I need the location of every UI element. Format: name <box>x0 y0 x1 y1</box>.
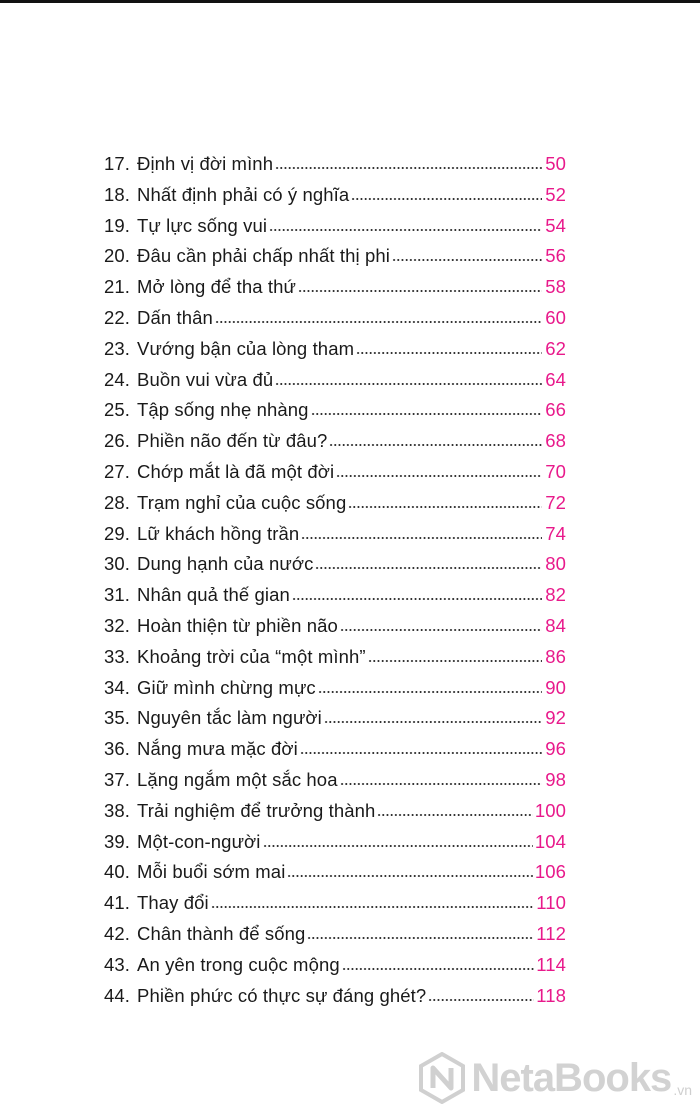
table-of-contents <box>104 153 566 1015</box>
dot-leader <box>318 690 542 694</box>
toc-entry-title: Phiền não đến từ đâu? <box>137 430 328 452</box>
toc-entry <box>104 738 566 769</box>
toc-entry <box>104 430 566 461</box>
toc-entry-page-number: 66 <box>545 399 566 421</box>
toc-entry-title: Tập sống nhẹ nhàng <box>137 399 309 421</box>
dot-leader <box>351 197 542 201</box>
toc-entry <box>104 861 566 892</box>
toc-entry <box>104 184 566 215</box>
toc-entry <box>104 553 566 584</box>
toc-entry-title: Nguyên tắc làm người <box>137 707 322 729</box>
dot-leader <box>340 782 542 786</box>
dot-leader <box>275 166 542 170</box>
dot-leader <box>298 289 542 293</box>
netabooks-logo-icon <box>419 1052 465 1104</box>
toc-entry-title: Nhân quả thế gian <box>137 584 290 606</box>
toc-entry-page-number: 74 <box>545 522 566 544</box>
toc-entry <box>104 615 566 646</box>
toc-entry-page-number: 68 <box>545 430 566 452</box>
toc-entry-number: 42. <box>104 922 131 944</box>
toc-entry-number: 39. <box>104 830 131 852</box>
toc-entry-number: 17. <box>104 153 131 174</box>
toc-entry <box>104 769 566 800</box>
toc-entry-number: 21. <box>104 276 131 298</box>
toc-entry-title: Chân thành để sống <box>137 922 306 944</box>
toc-entry-page-number: 98 <box>545 768 566 790</box>
toc-entry-title: Nắng mưa mặc đời <box>137 738 298 760</box>
toc-entry-title: Mỗi buổi sớm mai <box>137 861 286 883</box>
toc-entry-page-number: 82 <box>545 584 566 606</box>
toc-entry-number: 31. <box>104 584 131 606</box>
toc-entry-title: Giữ mình chừng mực <box>137 676 316 698</box>
dot-leader <box>275 382 542 386</box>
toc-entry-number: 19. <box>104 214 131 236</box>
dot-leader <box>356 351 542 355</box>
dot-leader <box>300 751 542 755</box>
toc-entry-title: Dấn thân <box>137 306 213 328</box>
toc-entry-number: 43. <box>104 953 131 975</box>
dot-leader <box>348 505 542 509</box>
toc-entry-page-number: 56 <box>545 245 566 267</box>
toc-entry-page-number: 64 <box>545 368 566 390</box>
toc-entry-title: Đâu cần phải chấp nhất thị phi <box>137 245 390 267</box>
dot-leader <box>392 258 542 262</box>
toc-entry-page-number: 114 <box>536 953 566 975</box>
toc-entry <box>104 954 566 985</box>
toc-entry-title: Lặng ngắm một sắc hoa <box>137 768 338 790</box>
toc-entry-number: 20. <box>104 245 131 267</box>
dot-leader <box>315 566 542 570</box>
toc-entry-number: 33. <box>104 645 131 667</box>
toc-entry-page-number: 54 <box>545 214 566 236</box>
toc-entry-number: 25. <box>104 399 131 421</box>
toc-entry <box>104 892 566 923</box>
netabooks-watermark <box>419 1052 692 1104</box>
toc-entry <box>104 338 566 369</box>
toc-entry-title: An yên trong cuộc mộng <box>137 953 340 975</box>
dot-leader <box>307 936 534 940</box>
dot-leader <box>301 536 542 540</box>
toc-entry-page-number: 50 <box>545 153 566 174</box>
toc-entry-number: 29. <box>104 522 131 544</box>
dot-leader <box>287 874 532 878</box>
toc-entry-number: 38. <box>104 799 131 821</box>
toc-entry-page-number: 60 <box>545 306 566 328</box>
toc-entry-title: Hoàn thiện từ phiền não <box>137 614 338 636</box>
toc-entry <box>104 646 566 677</box>
toc-entry <box>104 461 566 492</box>
toc-entry <box>104 985 566 1016</box>
toc-entry-title: Trạm nghỉ của cuộc sống <box>137 491 347 513</box>
dot-leader <box>324 720 542 724</box>
toc-entry-number: 27. <box>104 460 131 482</box>
toc-entry <box>104 153 566 184</box>
toc-entry-page-number: 62 <box>545 337 566 359</box>
toc-entry <box>104 276 566 307</box>
toc-entry-title: Thay đổi <box>137 892 209 914</box>
dot-leader <box>428 998 534 1002</box>
dot-leader <box>269 228 542 232</box>
toc-entry-page-number: 96 <box>545 738 566 760</box>
toc-entry-title: Khoảng trời của “một mình” <box>137 645 366 667</box>
toc-entry <box>104 369 566 400</box>
toc-entry-page-number: 58 <box>545 276 566 298</box>
dot-leader <box>340 628 542 632</box>
toc-entry-number: 23. <box>104 337 131 359</box>
dot-leader <box>368 659 542 663</box>
toc-entry <box>104 215 566 246</box>
dot-leader <box>311 412 542 416</box>
toc-entry <box>104 307 566 338</box>
toc-entry <box>104 523 566 554</box>
toc-entry-number: 40. <box>104 861 131 883</box>
dot-leader <box>342 967 534 971</box>
dot-leader <box>211 905 534 909</box>
toc-entry-title: Tự lực sống vui <box>137 214 268 236</box>
toc-entry-title: Vướng bận của lòng tham <box>137 337 355 359</box>
toc-entry-title: Một-con-người <box>137 830 261 852</box>
toc-entry <box>104 677 566 708</box>
dot-leader <box>263 844 533 848</box>
toc-entry-number: 37. <box>104 768 131 790</box>
toc-entry-page-number: 118 <box>536 984 566 1006</box>
toc-entry-title: Phiền phức có thực sự đáng ghét? <box>137 984 427 1006</box>
toc-entry-title: Định vị đời mình <box>137 153 274 174</box>
toc-entry-number: 35. <box>104 707 131 729</box>
toc-entry-number: 41. <box>104 892 131 914</box>
toc-entry-number: 18. <box>104 183 131 205</box>
toc-entry-number: 30. <box>104 553 131 575</box>
toc-entry-page-number: 84 <box>545 614 566 636</box>
toc-entry-title: Mở lòng để tha thứ <box>137 276 296 298</box>
toc-entry-page-number: 72 <box>545 491 566 513</box>
toc-entry-title: Chớp mắt là đã một đời <box>137 460 335 482</box>
toc-entry-number: 32. <box>104 614 131 636</box>
toc-entry-page-number: 100 <box>534 799 566 821</box>
dot-leader <box>336 474 542 478</box>
toc-entry <box>104 800 566 831</box>
toc-entry-number: 34. <box>104 676 131 698</box>
toc-entry-page-number: 110 <box>536 892 566 914</box>
toc-entry-number: 28. <box>104 491 131 513</box>
toc-entry <box>104 245 566 276</box>
dot-leader <box>329 443 542 447</box>
toc-entry-number: 26. <box>104 430 131 452</box>
toc-entry-number: 36. <box>104 738 131 760</box>
toc-entry-page-number: 86 <box>545 645 566 667</box>
dot-leader <box>292 597 542 601</box>
toc-entry-page-number: 80 <box>545 553 566 575</box>
toc-entry-page-number: 106 <box>534 861 566 883</box>
toc-entry-page-number: 52 <box>545 183 566 205</box>
toc-entry-number: 22. <box>104 306 131 328</box>
watermark-suffix: .vn <box>673 1082 692 1098</box>
toc-entry-title: Trải nghiệm để trưởng thành <box>137 799 376 821</box>
toc-entry <box>104 584 566 615</box>
toc-entry-title: Nhất định phải có ý nghĩa <box>137 183 350 205</box>
toc-entry-page-number: 92 <box>545 707 566 729</box>
toc-entry-number: 44. <box>104 984 131 1006</box>
watermark-brand: NetaBooks <box>471 1055 672 1100</box>
toc-entry <box>104 831 566 862</box>
toc-entry <box>104 707 566 738</box>
dot-leader <box>377 813 532 817</box>
toc-entry-title: Buồn vui vừa đủ <box>137 368 274 390</box>
top-border <box>0 0 700 3</box>
toc-entry-number: 24. <box>104 368 131 390</box>
toc-entry-title: Dung hạnh của nước <box>137 553 314 575</box>
toc-entry-page-number: 90 <box>545 676 566 698</box>
toc-entry-page-number: 112 <box>536 922 566 944</box>
toc-entry-page-number: 104 <box>534 830 566 852</box>
toc-entry <box>104 399 566 430</box>
toc-entry-title: Lữ khách hồng trần <box>137 522 300 544</box>
toc-entry <box>104 923 566 954</box>
toc-entry <box>104 492 566 523</box>
dot-leader <box>215 320 542 324</box>
toc-entry-page-number: 70 <box>545 460 566 482</box>
